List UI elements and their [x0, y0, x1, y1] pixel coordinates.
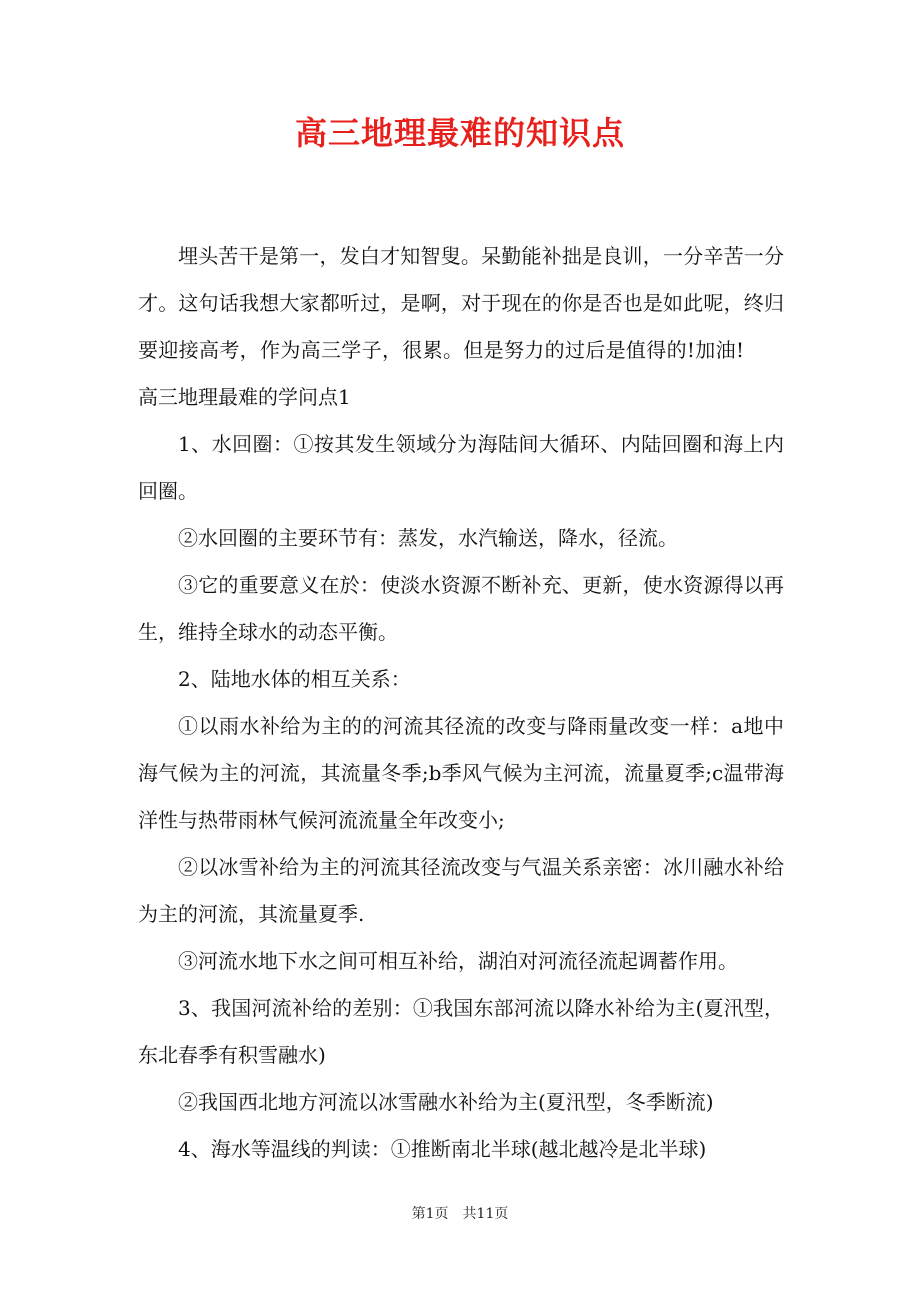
document-body [138, 233, 784, 1173]
page-total: 共11页 [462, 1206, 509, 1222]
intro-text: 埋头苦干是第一，发白才知智叟。呆勤能补拙是良训，一分辛苦一分才。这句话我想大家都听过，是啊，对于现在的你是否也是如此呢，终归要迎接高考，作为高三学子，很累。但是努力的过后是值得的!加油! [138, 244, 784, 362]
paragraph: ③它的重要意义在於：使淡水资源不断补充、更新，使水资源得以再生，维持全球水的动态平衡。 [138, 573, 784, 644]
paragraph: 3、我国河流补给的差别：①我国东部河流以降水补给为主(夏汛型，东北春季有积雪融水) [138, 996, 784, 1067]
section-heading: 高三地理最难的学问点1 [138, 385, 351, 409]
paragraph: 2、陆地水体的相互关系： [178, 667, 411, 691]
paragraph: ②以冰雪补给为主的河流其径流改变与气温关系亲密：冰川融水补给为主的河流，其流量夏季. [138, 855, 784, 926]
document-title: 高三地理最难的知识点 [294, 114, 625, 152]
paragraph: 1、水回圈：①按其发生领域分为海陆间大循环、内陆回圈和海上内回圈。 [138, 432, 784, 503]
paragraph: ③河流水地下水之间可相互补给，湖泊对河流径流起调蓄作用。 [178, 949, 738, 973]
page-number: 第1页 [411, 1206, 449, 1222]
intro-paragraph [138, 233, 784, 421]
paragraph: ②我国西北地方河流以冰雪融水补给为主(夏汛型，冬季断流) [178, 1090, 714, 1114]
paragraph: ①以雨水补给为主的的河流其径流的改变与降雨量改变一样：a地中海气候为主的河流，其流量冬季;b季风气候为主河流，流量夏季;c温带海洋性与热带雨林气候河流流量全年改变小; [138, 714, 784, 832]
paragraph: ②水回圈的主要环节有：蒸发，水汽输送，降水，径流。 [178, 526, 678, 550]
page-footer [0, 1204, 920, 1224]
paragraph: 4、海水等温线的判读：①推断南北半球(越北越冷是北半球) [178, 1137, 707, 1161]
